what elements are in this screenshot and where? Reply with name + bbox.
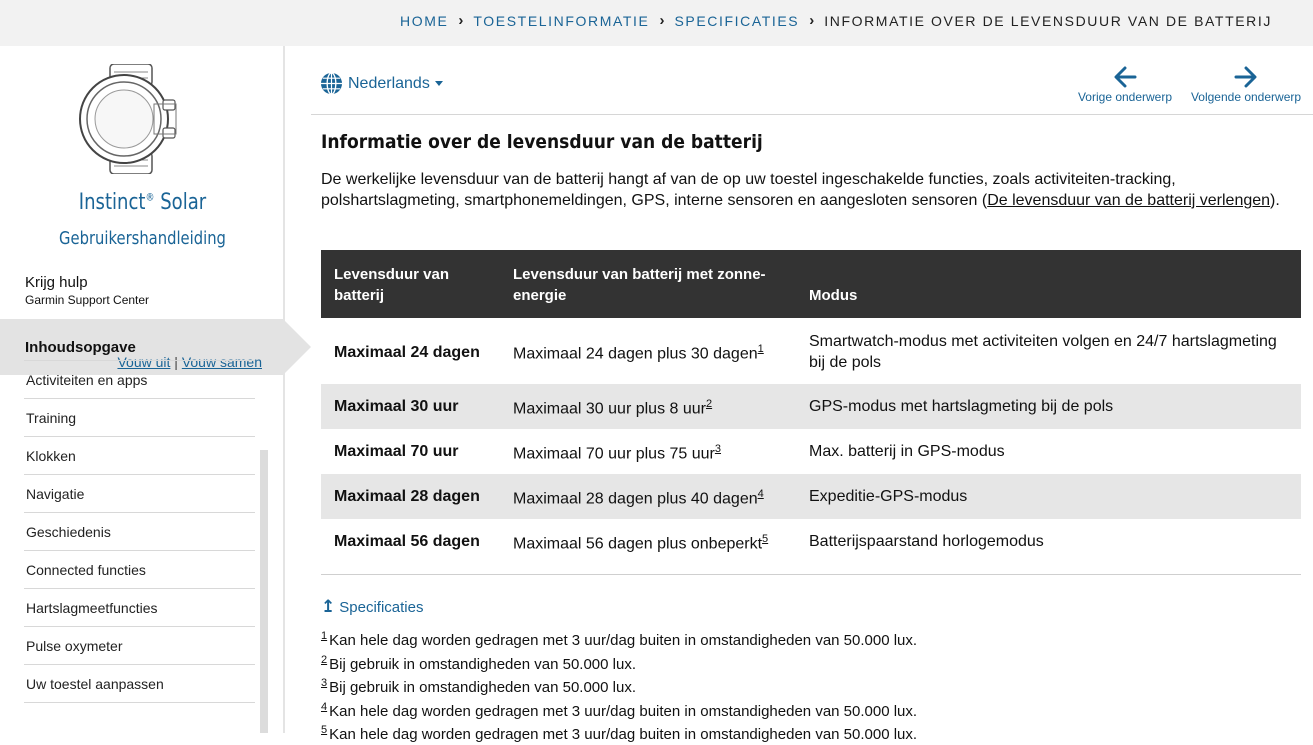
footnote-item: $^2$ Bij gebruik in omstandigheden van 50.000 lux. <box>321 653 636 673</box>
toc-item-navigatie[interactable]: Navigatie <box>24 475 255 513</box>
globe-icon <box>320 72 343 95</box>
language-label[interactable]: Nederlands <box>348 74 430 92</box>
toc-item-activiteiten[interactable]: Activiteiten en apps <box>24 361 255 399</box>
collapse-all-link[interactable]: Vouw samen <box>181 354 262 370</box>
toc-item-hartslag[interactable]: Hartslagmeetfuncties <box>24 589 255 627</box>
toc-list <box>24 333 255 733</box>
table-row <box>321 384 1301 429</box>
table-row <box>321 429 1301 474</box>
header-solar-life: Levensduur van batterij met zonne-energie <box>500 250 796 318</box>
product-name: Instinct® Solar <box>78 190 207 215</box>
cell-solar: Maximaal 28 dagen plus 40 dagen$^4$ <box>500 474 796 519</box>
header-divider <box>311 114 1313 115</box>
footnote-ref[interactable]: 3 <box>714 442 722 455</box>
toc-item-training[interactable]: Training <box>24 399 255 437</box>
toc-separator: | <box>174 354 178 370</box>
table-row <box>321 519 1301 564</box>
footnote-number[interactable]: 1 <box>321 630 328 642</box>
next-topic-button[interactable] <box>1188 66 1304 104</box>
cell-solar: Maximaal 30 uur plus 8 uur$^2$ <box>500 384 796 429</box>
breadcrumb-toestelinformatie[interactable]: TOESTELINFORMATIE <box>473 12 650 29</box>
toc-pointer <box>283 319 311 375</box>
battery-table <box>321 250 1301 564</box>
footnote-item: $^1$ Kan hele dag worden gedragen met 3 uur/dag buiten in omstandigheden van 50.000 lux. <box>321 630 918 649</box>
top-bar <box>0 0 1313 46</box>
toc-scrollbar[interactable] <box>260 450 268 733</box>
arrow-right-icon <box>1234 66 1258 88</box>
extend-battery-link[interactable]: De levensduur van de batterij verlengen <box>987 192 1271 209</box>
toc-title: Inhoudsopgave <box>25 339 136 356</box>
arrow-up-icon: ↥ <box>321 597 336 616</box>
chevron-right-icon: › <box>458 12 464 29</box>
cell-mode: GPS-modus met hartslagmeting bij de pols <box>796 384 1301 429</box>
table-row <box>321 318 1301 384</box>
toc-item-connected[interactable]: Connected functies <box>24 551 255 589</box>
help-title[interactable]: Krijg hulp <box>25 274 88 291</box>
footnote-item: $^4$ Kan hele dag worden gedragen met 3 uur/dag buiten in omstandigheden van 50.000 lux. <box>321 700 918 720</box>
cell-life: Maximaal 56 dagen <box>334 533 480 550</box>
help-link[interactable] <box>25 274 149 307</box>
footnote-item: $^5$ Kan hele dag worden gedragen met 3 uur/dag buiten in omstandigheden van 50.000 lux. <box>321 724 918 743</box>
footnote-ref[interactable]: 4 <box>757 487 764 500</box>
header-mode: Modus <box>796 250 1301 318</box>
cell-mode: Expeditie-GPS-modus <box>796 474 1301 519</box>
chevron-right-icon: › <box>659 12 665 29</box>
previous-topic-label[interactable]: Vorige onderwerp <box>1077 90 1173 104</box>
cell-life: Maximaal 28 dagen <box>321 474 500 519</box>
cell-life: Maximaal 24 dagen <box>334 343 480 361</box>
cell-mode: Batterijspaarstand horlogemodus <box>809 533 1044 550</box>
cell-solar: Maximaal 70 uur plus 75 uur$^3$ <box>513 442 722 463</box>
footnote-ref[interactable]: 5 <box>762 532 769 545</box>
cell-solar: Maximaal 56 dagen plus onbeperkt$^5$ <box>513 532 769 553</box>
cell-mode: Max. batterij in GPS-modus <box>809 443 1005 460</box>
footnote-number[interactable]: 4 <box>321 700 328 713</box>
footnote-number[interactable]: 2 <box>321 653 328 666</box>
page-title: Informatie over de levensduur van de batterij <box>321 131 763 153</box>
footnote-ref[interactable]: 2 <box>705 397 713 410</box>
caret-down-icon <box>435 81 443 86</box>
expand-all-link[interactable]: Vouw uit <box>117 354 171 370</box>
cell-solar: Maximaal 24 dagen plus 30 dagen$^1$ <box>513 343 764 363</box>
footnote-ref[interactable]: 1 <box>757 343 764 356</box>
language-selector[interactable] <box>320 72 443 95</box>
help-subtitle[interactable]: Garmin Support Center <box>25 293 150 307</box>
toc-item-geschiedenis[interactable]: Geschiedenis <box>24 513 255 551</box>
cell-life: Maximaal 70 uur <box>334 443 459 460</box>
previous-topic-button[interactable] <box>1076 66 1174 104</box>
specificaties-link[interactable] <box>321 597 423 617</box>
next-topic-label[interactable]: Volgende onderwerp <box>1190 90 1302 104</box>
table-divider <box>321 574 1301 575</box>
footnote-number[interactable]: 3 <box>321 677 328 689</box>
breadcrumb-current: INFORMATIE OVER DE LEVENSDUUR VAN DE BATTERIJ <box>824 12 1272 29</box>
cell-life: Maximaal 30 uur <box>321 384 500 429</box>
watch-image <box>72 64 182 174</box>
breadcrumb-specificaties[interactable]: SPECIFICATIES <box>674 12 800 29</box>
footnote-number[interactable]: 5 <box>321 724 328 736</box>
sidebar <box>0 46 285 733</box>
arrow-left-icon <box>1113 66 1137 88</box>
table-row <box>321 474 1301 519</box>
toc-item-klokken[interactable]: Klokken <box>24 437 255 475</box>
footnote-item: $^3$ Bij gebruik in omstandigheden van 50.000 lux. <box>321 677 636 696</box>
toc-item-aanpassen[interactable]: Uw toestel aanpassen <box>24 665 255 703</box>
cell-mode: Smartwatch-modus met activiteiten volgen en 24/7 hartslagmeting bij de pols <box>809 333 1277 371</box>
manual-title: Gebruikershandleiding <box>59 228 226 249</box>
breadcrumb-home[interactable]: HOME <box>400 12 449 29</box>
header-battery-life: Levensduur van batterij <box>321 250 500 318</box>
footnotes <box>321 627 917 745</box>
breadcrumb <box>400 12 1272 29</box>
toc-item-pulse[interactable]: Pulse oxymeter <box>24 627 255 665</box>
table-header-row <box>321 250 1301 318</box>
intro-paragraph: De werkelijke levensduur van de batterij hangt af van de op uw toestel ingeschakelde functies, zoals activiteiten-tracking, polshartslagmeting, smartphonemeldingen, GPS, interne sensoren en aangesloten sensoren (De levensduur van de batterij verlengen). <box>321 171 1280 209</box>
toc-item-partial <box>24 333 255 361</box>
chevron-right-icon: › <box>809 12 815 29</box>
specificaties-label[interactable]: Specificaties <box>339 598 424 616</box>
